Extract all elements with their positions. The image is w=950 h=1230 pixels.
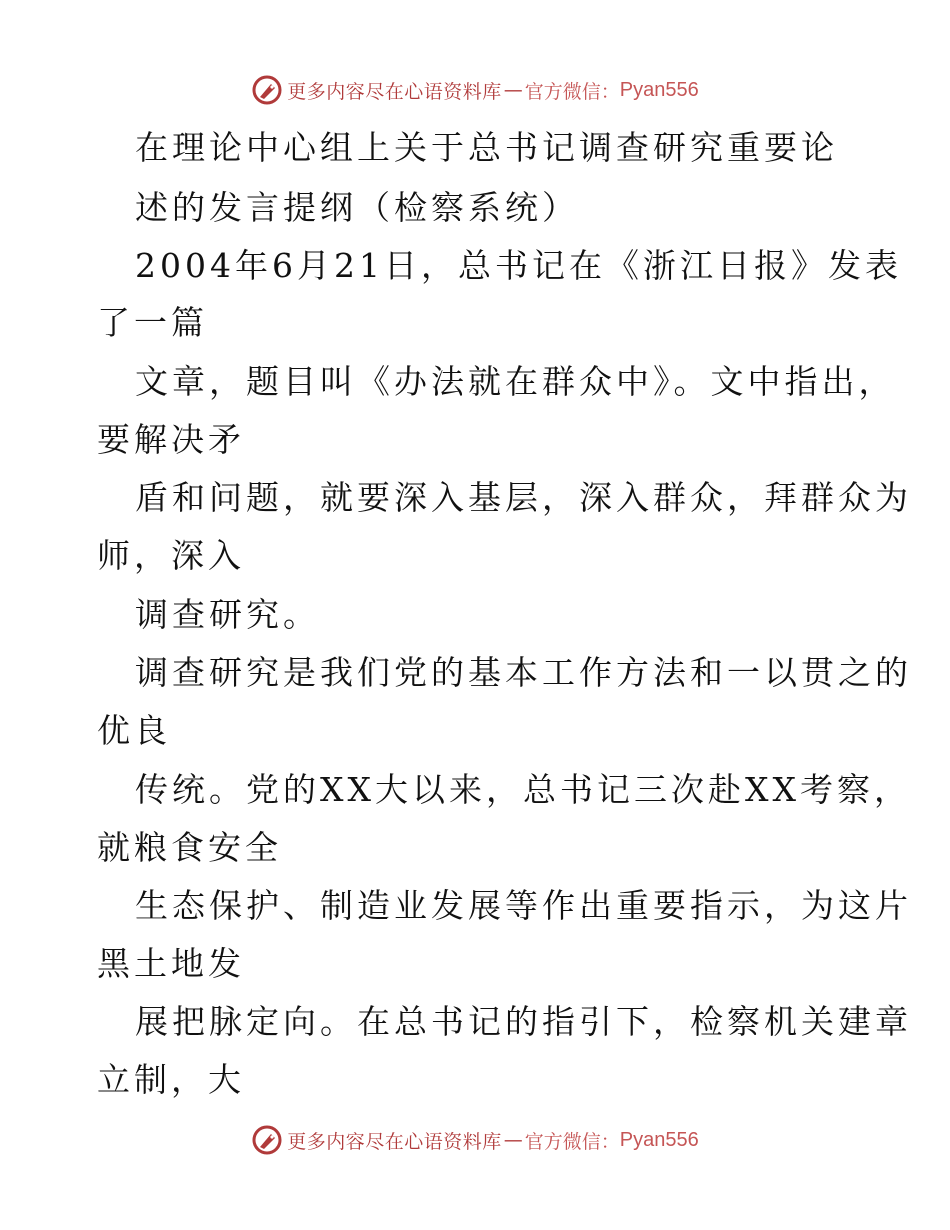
watermark-separator: — xyxy=(503,79,523,101)
text-line: 调查研究是我们党的基本工作方法和一以贯之的 xyxy=(135,653,912,692)
watermark-text: 更多内容尽在心语资料库 xyxy=(287,80,502,103)
watermark-label: 官方微信： xyxy=(524,1130,620,1153)
text-line: 生态保护、制造业发展等作出重要指示，为这片 xyxy=(135,886,912,925)
text-line: 展把脉定向。在总书记的指引下，检察机关建章 xyxy=(135,1002,912,1041)
watermark-id: Pyan556 xyxy=(619,78,699,101)
text-line: 在理论中心组上关于总书记调查研究重要论 xyxy=(135,128,838,167)
pen-nib-logo-icon xyxy=(251,1124,283,1156)
text-line: 师，深入 xyxy=(97,536,245,575)
footer-watermark xyxy=(0,1122,950,1158)
text-line: 盾和问题，就要深入基层，深入群众，拜群众为 xyxy=(135,478,912,517)
pen-nib-logo-icon xyxy=(251,74,283,106)
watermark-id: Pyan556 xyxy=(619,1128,699,1151)
text-line: 述的发言提纲（检察系统） xyxy=(135,188,579,227)
text-line: 了一篇 xyxy=(97,303,208,342)
text-line: 黑土地发 xyxy=(97,944,245,983)
watermark-text: 更多内容尽在心语资料库 xyxy=(287,1130,502,1153)
text-line: 优良 xyxy=(97,711,171,750)
watermark-separator: — xyxy=(503,1129,523,1151)
text-line: 调查研究。 xyxy=(135,595,320,634)
text-line: 2004年6月21日，总书记在《浙江日报》发表 xyxy=(135,246,902,285)
text-line: 立制，大 xyxy=(97,1060,245,1099)
watermark-label: 官方微信： xyxy=(524,80,620,103)
text-line: 传统。党的XX大以来，总书记三次赴XX考察， xyxy=(135,770,911,809)
text-line: 就粮食安全 xyxy=(97,828,282,867)
text-line: 文章，题目叫《办法就在群众中》。文中指出， xyxy=(135,362,896,401)
header-watermark xyxy=(0,72,950,108)
text-line: 要解决矛 xyxy=(97,420,245,459)
